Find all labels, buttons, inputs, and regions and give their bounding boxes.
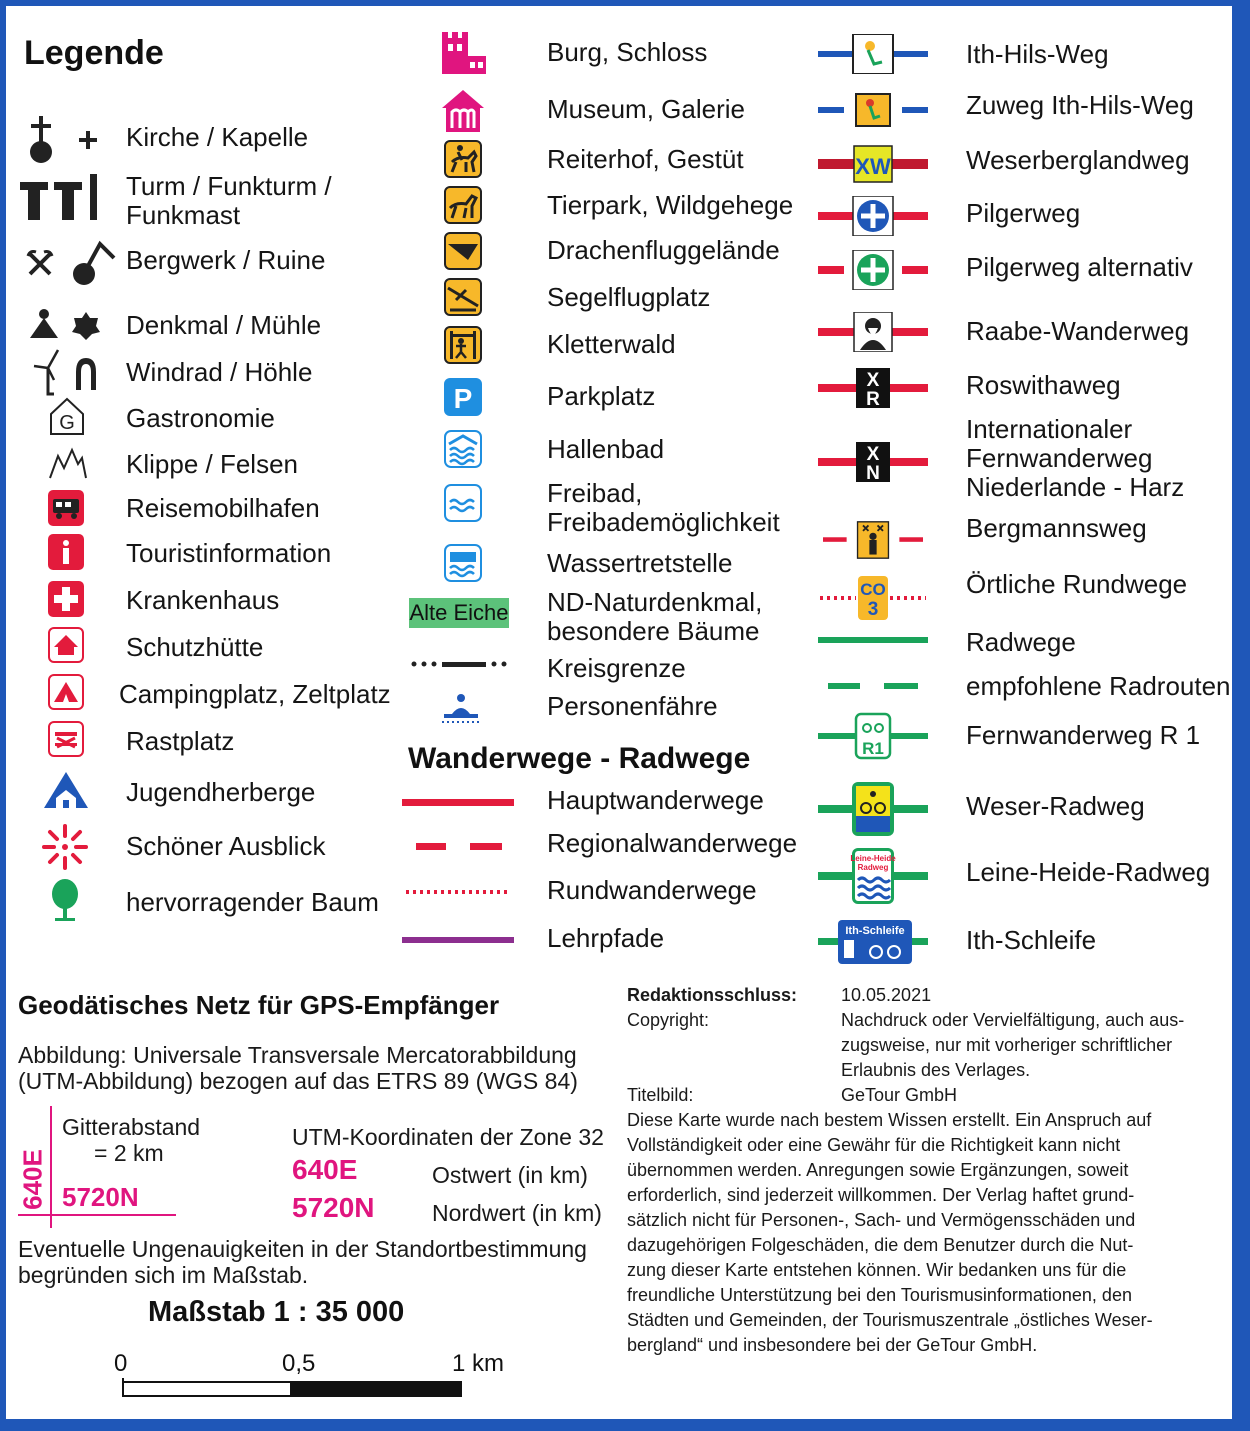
- label-pilgerweg: Pilgerweg: [966, 198, 1081, 228]
- kneipp-icon: [444, 544, 482, 582]
- hospital-icon: [48, 581, 84, 617]
- grid-spacing-label: Gitterabstand: [62, 1114, 201, 1140]
- svg-text:P: P: [453, 383, 473, 414]
- label-windrad: Windrad / Höhle: [126, 357, 313, 387]
- imprint-deadline-label: Redaktionsschluss:: [627, 985, 798, 1005]
- riding-icon: [444, 140, 482, 178]
- monument-mill-icon: [26, 306, 106, 346]
- label-ith-hils-weg: Ith-Hils-Weg: [966, 39, 1109, 69]
- svg-text:CO: CO: [860, 580, 886, 599]
- label-international: Internationaler: [966, 414, 1133, 444]
- recommended-cycle-line: [828, 666, 918, 706]
- label-baeume: besondere Bäume: [547, 616, 760, 646]
- scale-tick-0: 0: [114, 1350, 128, 1377]
- section-title-trails: Wanderwege - Radwege: [408, 742, 751, 775]
- disclaimer-line: bergland“ und insbesondere bei der GeTour GmbH.: [627, 1335, 1038, 1355]
- natural-monument-badge: [409, 598, 509, 628]
- label-pilgerweg-alt: Pilgerweg alternativ: [966, 252, 1193, 282]
- label-kletterwald: Kletterwald: [547, 329, 676, 359]
- gastronomy-icon: [48, 396, 86, 436]
- label-baum: hervorragender Baum: [126, 887, 379, 917]
- motorhome-icon: [48, 490, 84, 526]
- glider-icon: [444, 278, 482, 316]
- grid-spacing-value: = 2 km: [94, 1140, 164, 1166]
- label-bergwerk: Bergwerk / Ruine: [126, 245, 326, 275]
- scale-bar: [122, 1378, 462, 1398]
- church-chapel-icon: [22, 116, 102, 166]
- castle-icon: [440, 28, 488, 76]
- label-parkplatz: Parkplatz: [547, 381, 656, 411]
- label-reiterhof: Reiterhof, Gestüt: [547, 144, 744, 174]
- museum-icon: [440, 88, 486, 134]
- label-oertliche-rundwege: Örtliche Rundwege: [966, 569, 1188, 599]
- ith-schleife-route: [818, 918, 928, 966]
- info-icon: [48, 534, 84, 570]
- label-raabe: Raabe-Wanderweg: [966, 316, 1190, 346]
- pilgerweg-alt-route: [818, 250, 928, 290]
- label-hallenbad: Hallenbad: [547, 434, 665, 464]
- label-reisemobilhafen: Reisemobilhafen: [126, 493, 320, 523]
- label-kirche: Kirche / Kapelle: [126, 122, 309, 152]
- utm-north-label: Nordwert (in km): [432, 1200, 602, 1226]
- label-ausblick: Schöner Ausblick: [126, 831, 326, 861]
- youth-hostel-icon: [42, 770, 90, 810]
- bergmanns-route: [818, 520, 928, 560]
- ith-hils-weg-route: [818, 34, 928, 74]
- disclaimer-line: Städten und Gemeinden, der Tourismuszentrale „östliches Weser-: [627, 1310, 1153, 1330]
- label-tierpark: Tierpark, Wildgehege: [547, 190, 794, 220]
- label-lehrpfade: Lehrpfade: [547, 923, 665, 953]
- trail-main-line: [402, 782, 514, 822]
- label-weserberglandweg: Weserberglandweg: [966, 145, 1190, 175]
- weserbergland-route: [818, 144, 928, 184]
- legend-page: [6, 6, 1232, 1419]
- label-zuweg: Zuweg Ith-Hils-Weg: [966, 90, 1194, 120]
- tower-mast-icon: [18, 172, 104, 222]
- gps-projection-line2: (UTM-Abbildung) bezogen auf das ETRS 89 (WGS 84): [18, 1068, 578, 1094]
- utm-title: UTM-Koordinaten der Zone 32: [292, 1124, 604, 1150]
- label-niederlande-harz: Niederlande - Harz: [966, 472, 1185, 502]
- disclaimer-line: Vollständigkeit oder eine Gewähr für die Richtigkeit kann nicht: [627, 1135, 1121, 1155]
- svg-text:X: X: [866, 444, 880, 465]
- label-camping: Campingplatz, Zeltplatz: [119, 679, 391, 709]
- svg-text:G: G: [59, 412, 75, 434]
- label-weser-radweg: Weser-Radweg: [966, 791, 1145, 821]
- imprint-cover-value: GeTour GmbH: [841, 1085, 958, 1105]
- local-loop-route: [818, 574, 928, 622]
- grid-vertical-line: [50, 1106, 52, 1228]
- legend-title: Legende: [24, 34, 164, 72]
- disclaimer-line: zung dieser Karte entstehen können. Wir bedanken uns für die: [627, 1260, 1127, 1280]
- imprint-copyright-label: Copyright:: [627, 1010, 710, 1030]
- label-fernwanderweg: Fernwanderweg: [966, 443, 1153, 473]
- label-drachenflug: Drachenfluggelände: [547, 235, 780, 265]
- outdoor-pool-icon: [444, 484, 482, 522]
- zoo-icon: [444, 186, 482, 224]
- svg-text:R: R: [866, 389, 880, 408]
- disclaimer-line: übernommen werden. Anregungen sowie Ergänzungen, soweit: [627, 1160, 1129, 1180]
- ferry-icon: [440, 692, 482, 724]
- disclaimer-line: erforderlich, sind jederzeit willkommen. Der Verlag haftet grund-: [627, 1185, 1135, 1205]
- label-wassertretstelle: Wassertretstelle: [547, 548, 733, 578]
- label-ith-schleife: Ith-Schleife: [966, 925, 1097, 955]
- svg-text:XW: XW: [855, 154, 891, 179]
- label-faehre: Personenfähre: [547, 691, 718, 721]
- imprint-copyright-line1: Nachdruck oder Vervielfältigung, auch aus-: [841, 1010, 1185, 1030]
- svg-text:N: N: [866, 463, 880, 482]
- label-rundwanderwege: Rundwanderwege: [547, 875, 757, 905]
- imprint-deadline-value: 10.05.2021: [841, 985, 932, 1005]
- label-kreisgrenze: Kreisgrenze: [547, 653, 686, 683]
- label-freibademoeglichkeit: Freibademöglichkeit: [547, 507, 780, 537]
- scale-tick-1km: 1 km: [452, 1350, 505, 1377]
- disclaimer-line: Diese Karte wurde nach bestem Wissen erstellt. Ein Anspruch auf: [627, 1110, 1152, 1130]
- mine-ruin-icon: [26, 238, 118, 288]
- trail-regional-line: [416, 826, 502, 866]
- trail-educational-line: [402, 920, 514, 960]
- disclaimer-line: sätzlich nicht für Personen-, Sach- und Vermögensschäden und: [627, 1210, 1136, 1230]
- label-touristinfo: Touristinformation: [126, 538, 332, 568]
- climbing-forest-icon: [444, 326, 482, 364]
- disclaimer-line: dazugehörigen Folgeschäden, die dem Benutzer durch die Nut-: [627, 1235, 1134, 1255]
- label-naturdenkmal: ND-Naturdenkmal,: [547, 587, 763, 617]
- label-burg: Burg, Schloss: [547, 37, 708, 67]
- district-border-line: [410, 646, 510, 682]
- label-leine-heide: Leine-Heide-Radweg: [966, 857, 1211, 887]
- utm-east-code: 640E: [292, 1154, 358, 1185]
- label-jugendherberge: Jugendherberge: [126, 777, 316, 807]
- label-hauptwanderwege: Hauptwanderwege: [547, 785, 764, 815]
- pilgerweg-route: [818, 196, 928, 236]
- grid-easting-label: 640E: [17, 1149, 48, 1210]
- badge-alte-eiche: Alte Eiche: [409, 600, 509, 625]
- utm-north-code: 5720N: [292, 1192, 375, 1223]
- raabe-route: [818, 312, 928, 352]
- cycle-path-line: [818, 620, 928, 660]
- r1-route: [818, 712, 928, 760]
- label-roswitha: Roswithaweg: [966, 370, 1121, 400]
- label-r1: Fernwanderweg R 1: [966, 720, 1201, 750]
- scale-tick-half: 0,5: [282, 1350, 316, 1377]
- gps-note-line1: Eventuelle Ungenauigkeiten in der Standortbestimmung: [18, 1236, 587, 1262]
- weser-radweg-route: [818, 780, 928, 838]
- imprint-cover-label: Titelbild:: [627, 1085, 694, 1105]
- grid-northing-label: 5720N: [62, 1182, 139, 1212]
- roswitha-route: [818, 368, 928, 408]
- label-krankenhaus: Krankenhaus: [126, 585, 280, 615]
- svg-text:Leine-Heide: Leine-Heide: [850, 854, 896, 863]
- camping-icon: [48, 674, 84, 710]
- gps-title: Geodätisches Netz für GPS-Empfänger: [18, 990, 500, 1020]
- label-freibad: Freibad,: [547, 478, 643, 508]
- disclaimer-line: freundliche Unterstützung bei den Tourismusinformationen, den: [627, 1285, 1132, 1305]
- label-funkmast: Funkmast: [126, 200, 241, 230]
- svg-text:Ith-Schleife: Ith-Schleife: [845, 925, 905, 937]
- label-denkmal: Denkmal / Mühle: [126, 310, 322, 340]
- label-bergmannsweg: Bergmannsweg: [966, 513, 1147, 543]
- indoor-pool-icon: [444, 430, 482, 468]
- label-gastronomie: Gastronomie: [126, 403, 275, 433]
- tree-icon: [50, 878, 80, 924]
- svg-text:Radweg: Radweg: [857, 863, 889, 872]
- gps-note-line2: begründen sich im Maßstab.: [18, 1262, 309, 1288]
- label-empfohlene-radrouten: empfohlene Radrouten: [966, 671, 1231, 701]
- imprint-copyright-line3: Erlaubnis des Verlages.: [841, 1060, 1031, 1080]
- label-schutzhuette: Schutzhütte: [126, 632, 264, 662]
- scale-title: Maßstab 1 : 35 000: [148, 1296, 405, 1328]
- gps-projection-line1: Abbildung: Universale Transversale Mercatorabbildung: [18, 1042, 577, 1068]
- zuweg-ith-hils-route: [818, 90, 928, 130]
- windmill-cave-icon: [30, 348, 102, 398]
- label-turm: Turm / Funkturm /: [126, 171, 332, 201]
- label-museum: Museum, Galerie: [547, 94, 745, 124]
- viewpoint-icon: [42, 824, 88, 870]
- label-rastplatz: Rastplatz: [126, 726, 235, 756]
- svg-text:3: 3: [867, 599, 879, 620]
- international-route: [818, 442, 928, 482]
- svg-text:R1: R1: [862, 739, 884, 758]
- cliff-icon: [48, 446, 88, 480]
- label-segelflug: Segelflugplatz: [547, 282, 711, 312]
- leine-heide-route: [818, 846, 928, 906]
- label-radwege: Radwege: [966, 627, 1076, 657]
- label-klippe: Klippe / Felsen: [126, 449, 298, 479]
- rest-area-icon: [48, 721, 84, 757]
- utm-east-label: Ostwert (in km): [432, 1162, 588, 1188]
- label-regionalwanderwege: Regionalwanderwege: [547, 828, 798, 858]
- imprint-copyright-line2: zugsweise, nur mit vorheriger schriftlicher: [841, 1035, 1173, 1055]
- trail-loop-line: [404, 872, 512, 912]
- svg-text:X: X: [866, 370, 880, 391]
- hang-glider-icon: [444, 232, 482, 270]
- parking-icon: [444, 378, 482, 416]
- shelter-icon: [48, 627, 84, 663]
